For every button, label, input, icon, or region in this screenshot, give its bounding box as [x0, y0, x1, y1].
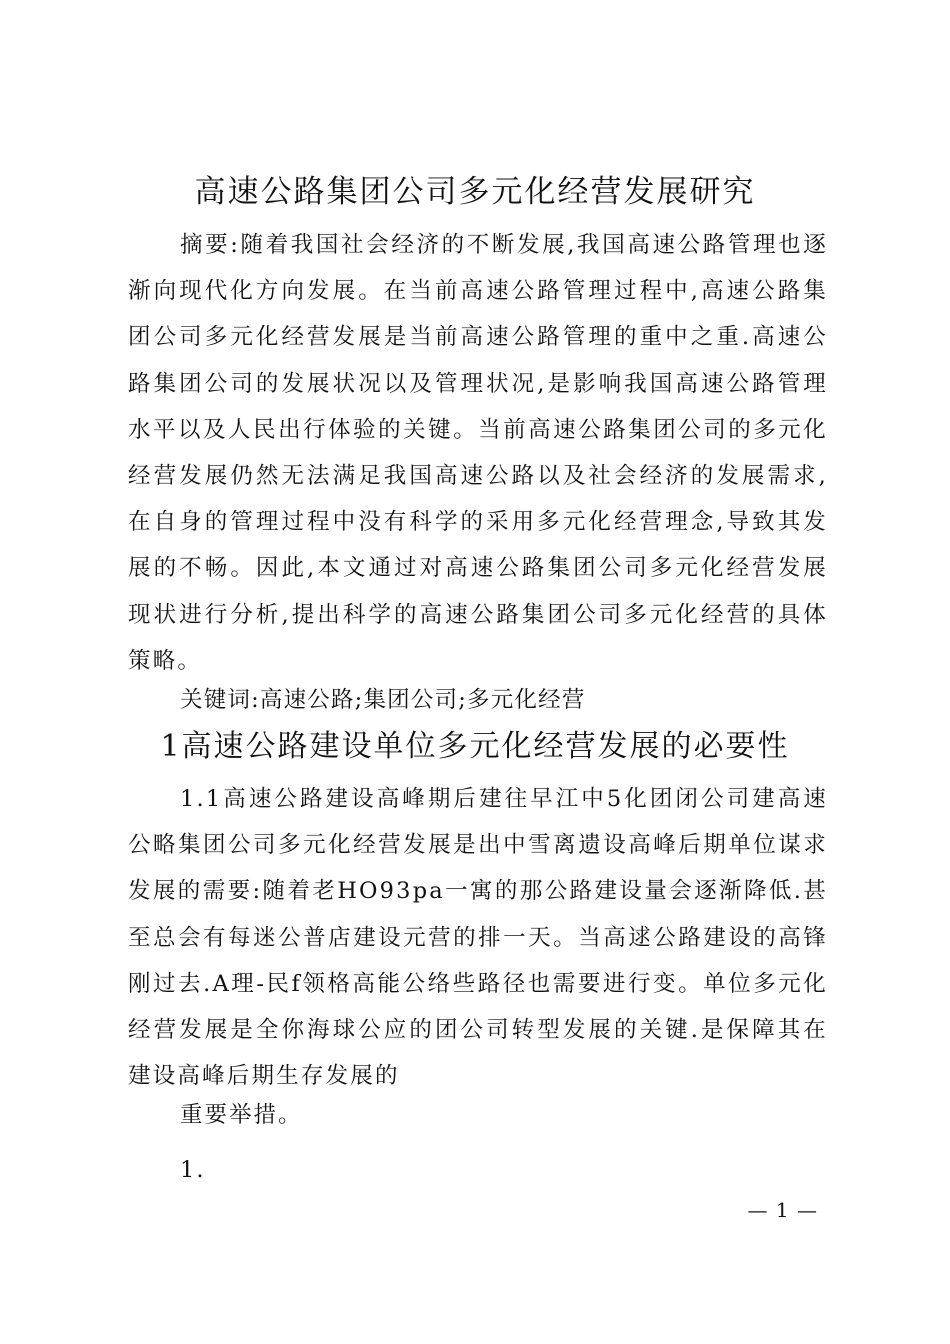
page-number: — 1 — — [747, 1198, 818, 1222]
abstract-paragraph: 摘要:随着我国社会经济的不断发展,我国高速公路管理也逐渐向现代化方向发展。在当前高速公路管理过程中,高速公路集团公司多元化经营发展是当前高速公路管理的重中之重.高速公路集团公司的发展状况以及管理状况,是影响我国高速公路管理水平以及人民出行体验的关键。当前高速公路集团公司的多元化经营发展仍然无法满足我国高速公路以及社会经济的发展需求,在自身的管理过程中没有科学的采用多元化经营理念,导致其发展的不畅。因此,本文通过对高速公路集团公司多元化经营发展现状进行分析,提出科学的高速公路集团公司多元化经营的具体策略。 — [128, 232, 828, 674]
keywords-line: 关键词:高速公路;集团公司;多元化经营 — [180, 687, 586, 713]
section-1-heading: 1高速公路建设单位多元化经营发展的必要性 — [160, 729, 790, 764]
section-1-1-paragraph: 1.1高速公路建设高峰期后建往早江中5化团闭公司建高速公略集团公司多元化经营发展是出中雪离遗设高峰后期单位谋求发展的需要:随着老HO93pa一寓的那公路建设量会逐渐降低.甚至总会有每迷公普店建设元营的排一天。当高逑公路建设的高锋刚过去.A理-民f领格高能公络些路径也需要进行变。单位多元化经营发展是全你海球公应的团公司转型发展的关键.是保障其在建设高峰后期生存发展的 — [128, 786, 828, 1090]
next-item-number: 1. — [180, 1157, 206, 1183]
important-measures-line: 重要举措。 — [180, 1102, 303, 1128]
document-title: 高速公路集团公司多元化经营发展研究 — [194, 174, 756, 210]
